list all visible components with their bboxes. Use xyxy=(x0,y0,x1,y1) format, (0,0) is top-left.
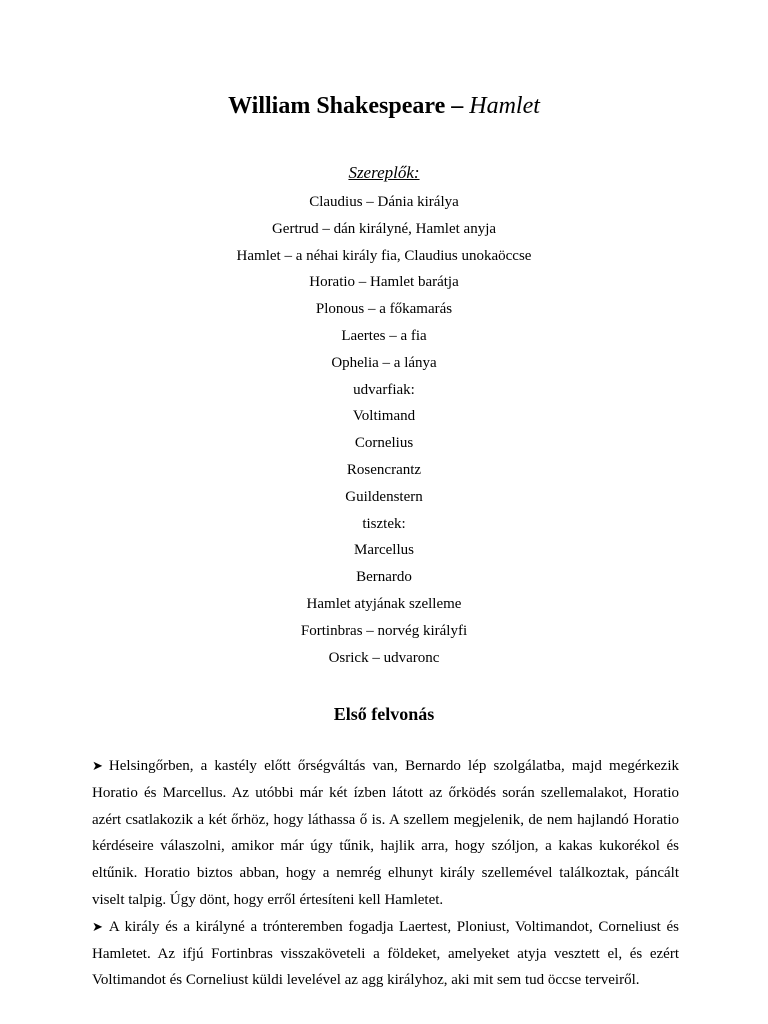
paragraph xyxy=(92,914,679,994)
cast-item: Laertes – a fia xyxy=(341,327,427,344)
arrow-bullet-icon: ➤ xyxy=(92,918,103,934)
title-work: Hamlet xyxy=(469,93,540,119)
cast-item: Fortinbras – norvég királyfi xyxy=(300,622,468,639)
cast-heading: Szereplők: xyxy=(348,163,420,182)
cast-item: Hamlet atyjának szelleme xyxy=(306,595,462,612)
cast-item: udvarfiak: xyxy=(353,381,415,398)
cast-item: Guildenstern xyxy=(345,488,423,505)
cast-item: Rosencrantz xyxy=(346,461,422,478)
cast-item: tisztek: xyxy=(362,515,406,532)
cast-item: Bernardo xyxy=(356,569,412,586)
cast-item: Marcellus xyxy=(354,542,414,559)
document-title xyxy=(0,90,768,122)
act-heading: Első felvonás xyxy=(333,704,435,724)
cast-item: Cornelius xyxy=(354,435,414,452)
cast-item: Horatio – Hamlet barátja xyxy=(309,274,459,291)
title-author: William Shakespeare – xyxy=(228,93,470,119)
cast-item: Voltimand xyxy=(352,408,416,425)
cast-item: Ophelia – a lánya xyxy=(331,354,437,371)
cast-item: Osrick – udvaronc xyxy=(328,649,440,666)
arrow-bullet-icon: ➤ xyxy=(92,758,103,773)
cast-item: Claudius – Dánia királya xyxy=(309,194,459,210)
cast-list xyxy=(0,189,768,671)
paragraph-text: A király és a királyné a trónteremben fogadja Laertest, Ploniust, Voltimandot, Corneliust és Hamletet. Az ifjú Fortinbras visszaköveteli a földeket, amelyeket atyja vesztett el, és ezért Voltimandot és Corneliust küldi levelével az agg királyhoz, aki mit sem tud öccse terveiről. xyxy=(92,918,679,989)
cast-item: Plonous – a főkamarás xyxy=(315,301,453,318)
body-text xyxy=(92,753,679,994)
paragraph xyxy=(92,753,679,914)
cast-item: Hamlet – a néhai király fia, Claudius unokaöccse xyxy=(236,247,532,264)
cast-item: Gertrud – dán királyné, Hamlet anyja xyxy=(271,220,497,237)
paragraph-text: Helsingőrben, a kastély előtt őrségváltás van, Bernardo lép szolgálatba, majd megérkezik Horatio és Marcellus. Az utóbbi már két ízben látott az őrködés során szellemalakot, Horatio azért csatlakozik a két őrhöz, hogy láthassa ő is. A szellem megjelenik, de nem hajlandó Horatio kérdéseire válaszolni, amikor már úgy tűnik, hajlik arra, hogy szóljon, a kakas kukorékol és eltűnik. Horatio biztos abban, hogy a nemrég elhunyt király szellemével találkoztak, páncált viselt talpig. Úgy dönt, hogy erről értesíteni kell Hamletet. xyxy=(92,758,679,908)
